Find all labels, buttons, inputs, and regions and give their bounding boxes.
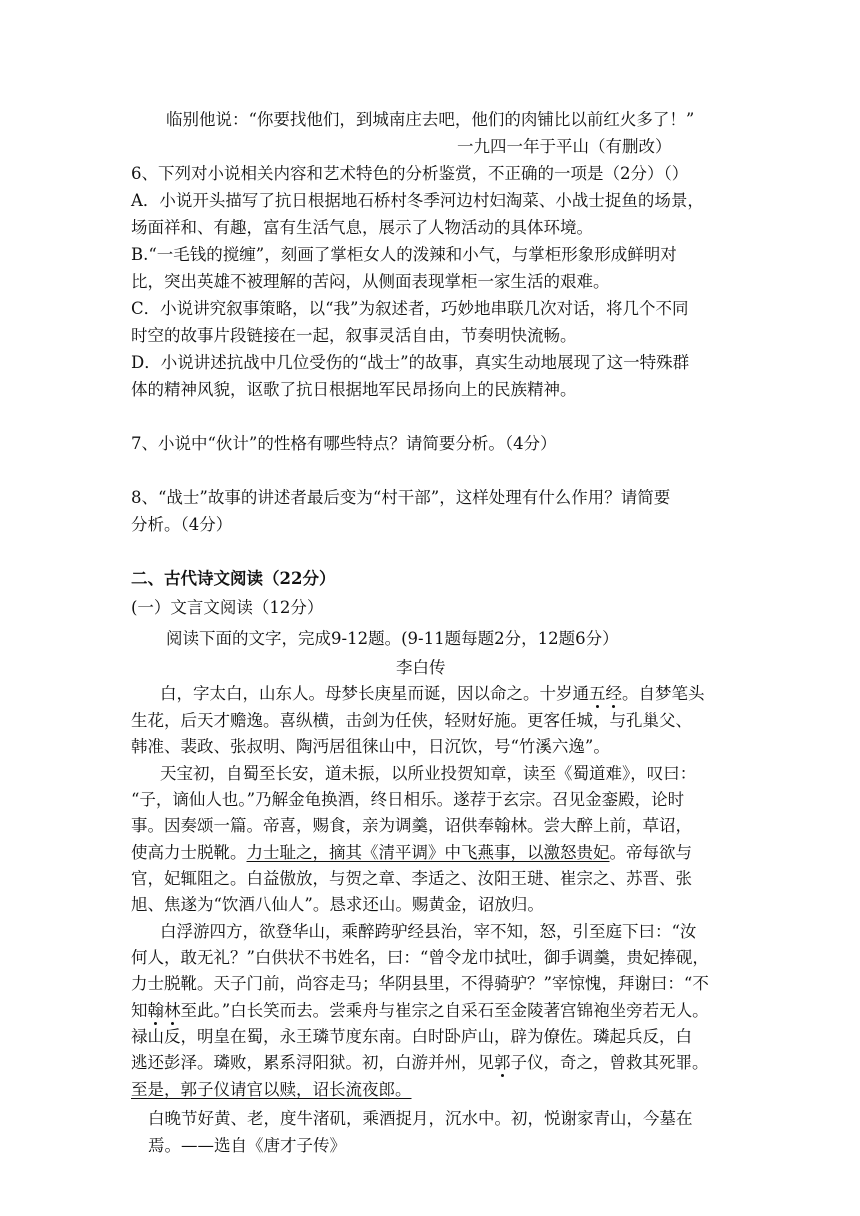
question-6-option-b: B.“一毛钱的搅缠”，刻画了掌柜女人的泼辣和小气，与掌柜形象形成鲜明对 (131, 245, 677, 264)
question-8: 8、“战士”故事的讲述者最后变为“村干部”，这样处理有什么作用？请简要 (131, 488, 671, 507)
underlined-sentence: 至是，郭子仪请官以赎，诏长流夜郎。 (131, 1080, 412, 1099)
question-6-stem: 6、下列对小说相关内容和艺术特色的分析鉴赏，不正确的一项是（2分）（） (131, 164, 689, 183)
passage-line: 逃还彭泽。璘败，累系浔阳狱。初，白游并州，见郭子仪，奇之，曾救其死罪。 (131, 1053, 709, 1072)
question-6-option-d: D．小说讲述抗战中几位受伤的“战士”的故事，真实生动地展现了这一特殊群 (131, 353, 690, 372)
passage-source: 焉。——选自《唐才子传》 (148, 1136, 346, 1155)
passage-line: “子，谪仙人也。”乃解金龟换酒，终日相乐。遂荐于玄宗。召见金銮殿，论时 (131, 790, 685, 809)
passage-line: 事。因奏颂一篇。帝喜，赐食，亲为调羹，诏供奉翰林。尝大醉上前，草诏， (131, 816, 692, 835)
passage-line: 禄山反，明皇在蜀，永王璘节度东南。白时卧庐山，辟为僚佐。璘起兵反，白 (131, 1027, 692, 1046)
passage-line: 使高力士脱靴。力士耻之，摘其《清平调》中飞燕事，以激怒贵妃。帝每欲与 (131, 843, 692, 862)
passage-line: 何人，敢无礼？”白供状不书姓名，曰：“曾令龙巾拭吐，御手调羹，贵妃捧砚， (131, 948, 709, 967)
passage-line: 力士脱靴。天子门前，尚容走马；华阴县里，不得骑驴？”宰惊愧，拜谢曰：“不 (131, 974, 709, 993)
reading-instruction: 阅读下面的文字，完成9-12题。(9-11题每题2分，12题6分） (166, 629, 619, 648)
question-6-option-a-cont: 场面祥和、有趣，富有生活气息，展示了人物活动的具体环境。 (131, 218, 593, 237)
passage-line: 白晚节好黄、老，度牛渚矶，乘酒捉月，沉水中。初，悦谢家青山，今墓在 (148, 1109, 693, 1128)
passage-line: 生花，后天才赡逸。喜纵横，击剑为任侠，轻财好施。更客任城，与孔巢父、 (131, 711, 692, 730)
subsection-heading: (一）文言文阅读（12分） (131, 598, 324, 617)
question-6-option-b-cont: 比，突出英雄不被理解的苦闷，从侧面表现掌柜一家生活的艰难。 (131, 272, 610, 291)
passage-title: 李白传 (396, 658, 446, 677)
emphasis-char: 经 (605, 684, 622, 703)
passage-line: 天宝初，自蜀至长安，道未振，以所业投贺知章，读至《蜀道难》，叹曰： (160, 764, 697, 783)
passage-line: 白，字太白，山东人。母梦长庚星而诞，因以命之。十岁通五经。自梦笔头 (160, 684, 705, 703)
question-7: 7、小说中“伙计”的性格有哪些特点？请简要分析。（4分） (131, 434, 557, 453)
passage-line: 官，妃辄阻之。白益傲放，与贺之章、李适之、汝阳王琎、崔宗之、苏晋、张 (131, 869, 692, 888)
passage-line: 韩准、裴政、张叔明、陶沔居徂徕山中，日沉饮，号“竹溪六逸”。 (131, 737, 610, 756)
farewell-line: 临别他说：“你要找他们，到城南庄去吧，他们的肉铺比以前红火多了！” (166, 110, 695, 129)
emphasis-char: 林 (164, 1001, 181, 1020)
emphasis-char: 郭 (494, 1053, 511, 1072)
underlined-sentence: 力士耻之，摘其《清平调》中飞燕事，以激怒贵妃 (246, 843, 610, 862)
passage-line: 旭、焦遂为“饮酒八仙人”。恳求还山。赐黄金，诏放归。 (131, 895, 544, 914)
emphasis-char: 五 (589, 684, 606, 703)
question-8-cont: 分析。（4分） (131, 515, 233, 534)
passage-line: 知翰林至此。”白长笑而去。尝乘舟与崔宗之自采石至金陵著宫锦袍坐旁若无人。 (131, 1001, 709, 1020)
emphasis-char: 翰 (147, 1001, 164, 1020)
question-6-option-c: C．小说讲究叙事策略，以“我”为叙述者，巧妙地串联几次对话，将几个不同 (131, 299, 689, 318)
section-heading: 二、古代诗文阅读（22分） (131, 569, 336, 588)
passage-line: 白浮游四方，欲登华山，乘醉跨驴经县治，宰不知，怒，引至庭下曰：“汝 (160, 922, 697, 941)
question-6-option-a: A．小说开头描写了抗日根据地石桥村冬季河边村妇淘菜、小战士捉鱼的场景， (131, 191, 704, 210)
question-6-option-c-cont: 时空的故事片段链接在一起，叙事灵活自由，节奏明快流畅。 (131, 326, 577, 345)
question-6-option-d-cont: 体的精神风貌，讴歌了抗日根据地军民昂扬向上的民族精神。 (131, 380, 577, 399)
source-line: 一九四一年于平山（有删改） (457, 137, 672, 156)
